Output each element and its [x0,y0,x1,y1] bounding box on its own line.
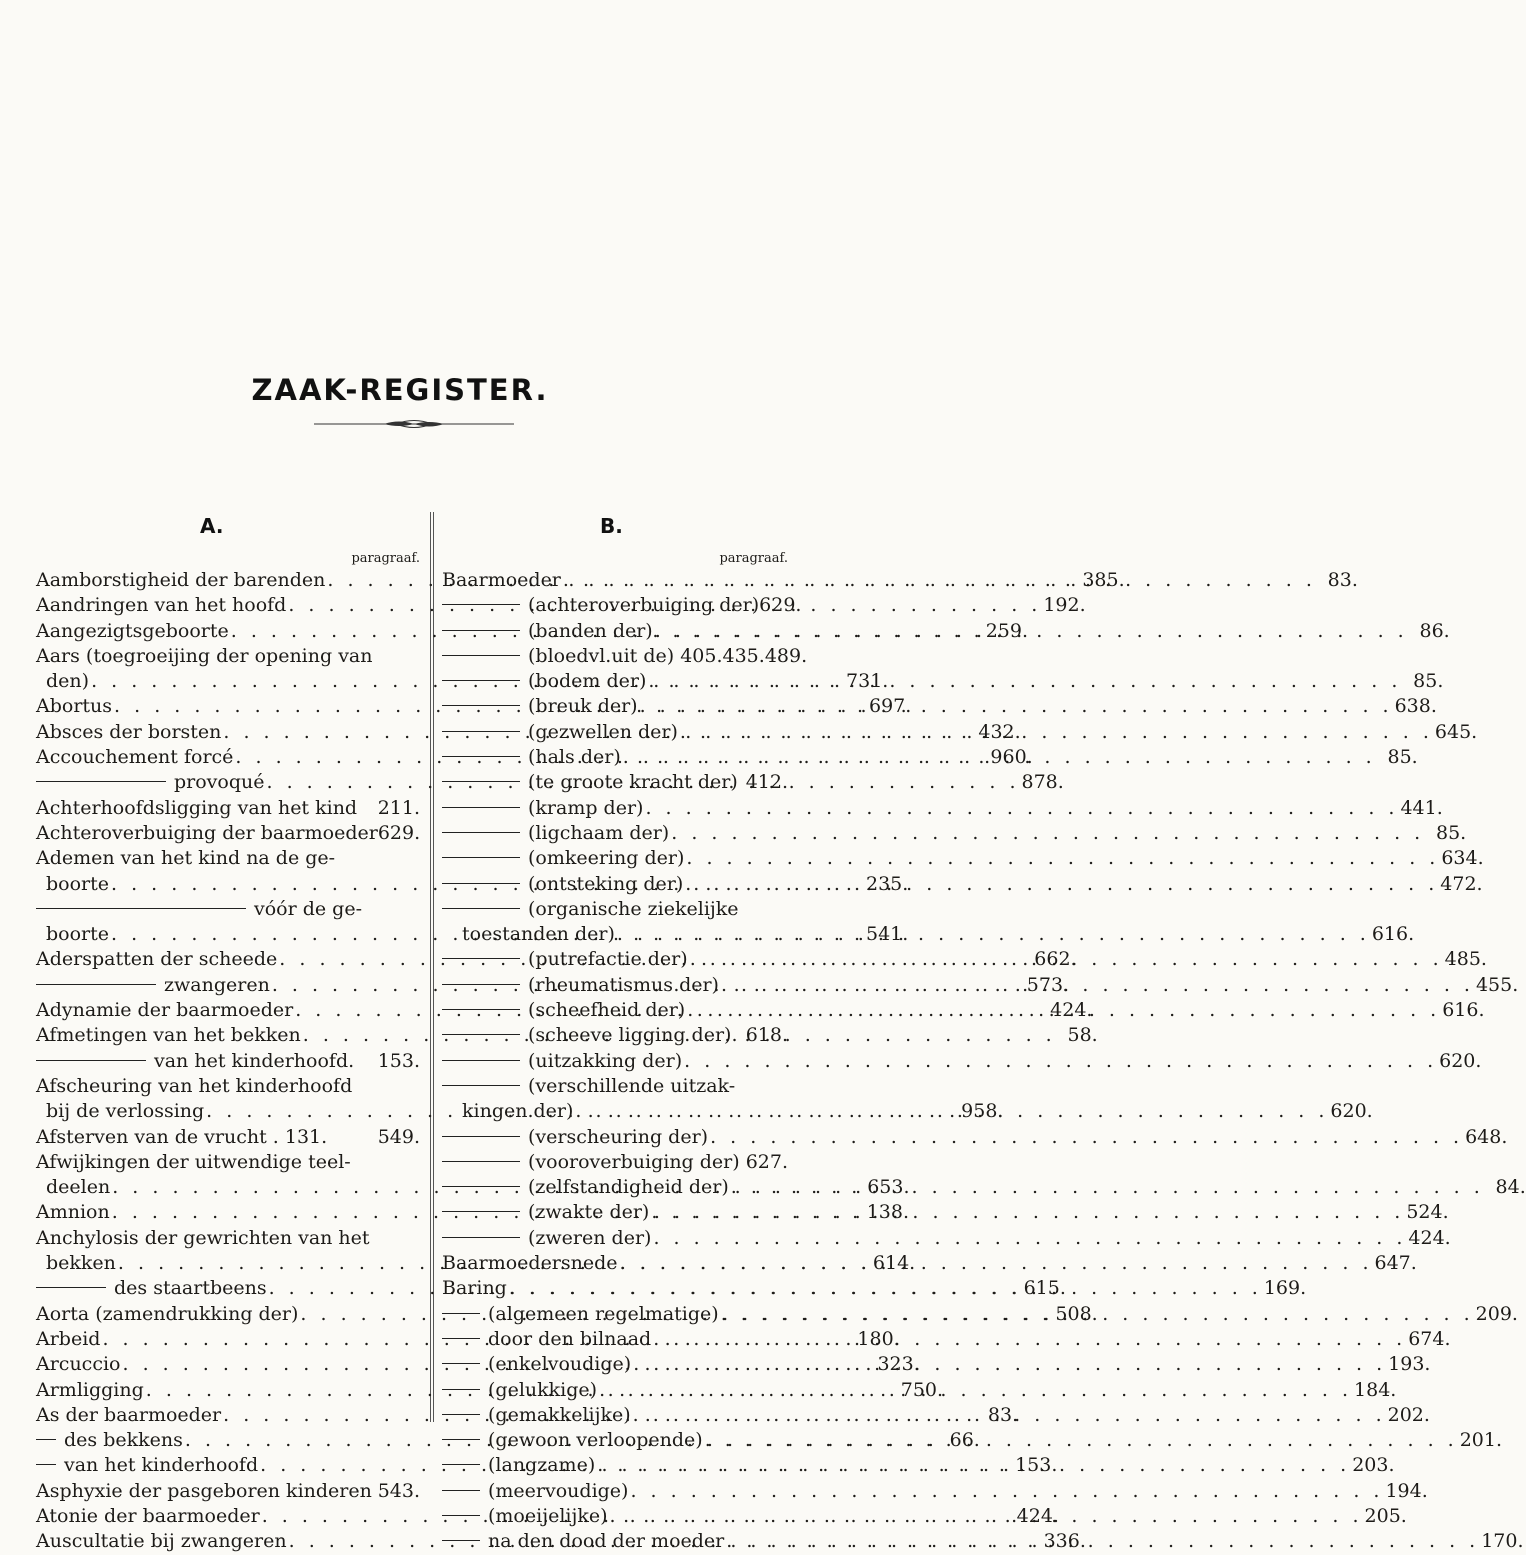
entry-paragraph-number: 202. [1387,1403,1430,1426]
dot-leader [575,1099,1328,1124]
entry-term: Aars (toegroeijing der opening van [36,644,373,667]
ditto-dash [36,781,166,782]
entry-paragraph-number: 138. [866,1201,910,1224]
entry-paragraph-number: 211. [377,796,420,819]
index-entry [442,1226,1451,1251]
paragraph-header-label: paragraaf. [351,551,420,566]
index-entry [36,1049,420,1074]
entry-paragraph-number: 424. [1408,1226,1451,1249]
entry-term: Afmetingen van het bekken [36,1024,301,1047]
entry-term: door den bilnaad [488,1327,652,1350]
entry-term: (organische ziekelijke [528,897,739,920]
entry-paragraph-number: 524. [1406,1201,1449,1224]
ditto-dash [36,984,156,985]
entry-term: Afscheuring van het kinderhoofd [36,1074,353,1097]
entry-paragraph-number: 201. [1459,1429,1502,1452]
paragraph-column-header [36,546,420,568]
entry-term: (te groote kracht der) [528,771,738,794]
entry-paragraph-number: 648. [1465,1125,1508,1148]
entry-term: Baarmoeder [442,569,561,591]
section-letter-a: A. [200,514,224,538]
entry-term: As der baarmoeder [36,1403,222,1426]
entry-paragraph-number: 209. [1475,1302,1518,1325]
entry-paragraph-number: 620. [1439,1049,1482,1072]
entry-term: (scheeve ligging der). [528,1024,738,1047]
dot-leader [653,1226,1406,1251]
entry-paragraph-number: 618. [745,1024,788,1047]
entry-paragraph-number: 731. [846,670,889,693]
index-entry [36,796,420,821]
index-entry [36,1074,420,1099]
entry-term: Afwijkingen der uitwendige teel- [36,1150,351,1173]
index-entry [36,821,420,846]
entry-paragraph-number: 573. [1026,973,1070,996]
dot-leader [684,1049,1437,1074]
entry-paragraph-number: 205. [1364,1504,1407,1527]
entry-paragraph-number: 86. [1419,619,1450,642]
entry-term: Amnion [36,1201,110,1224]
entry-paragraph-number: 412. [745,771,788,794]
entry-term: (kramp der) [528,796,644,819]
entry-term: (meervoudige) [488,1479,629,1502]
ditto-dash [442,680,520,681]
ornament-divider [314,418,514,430]
entry-term: deelen [46,1176,111,1199]
entry-term: (zelfstandigheid der) [528,1176,729,1199]
entry-paragraph-number: 645. [1434,720,1478,743]
ditto-dash [442,1186,520,1187]
index-entry [442,796,1443,821]
dot-leader [633,1403,1386,1428]
entry-term: (gewoon verloopende) [488,1429,703,1452]
entry-term: Aandringen van het hoofd [36,594,287,617]
dot-leader [509,1276,1262,1301]
entry-term: Asphyxie der pasgeboren kinderen [36,1479,372,1502]
entry-paragraph-number: 541. [865,923,909,946]
entry-term: des staartbeens [114,1277,267,1300]
entry-term: (scheefheid der) [528,999,686,1022]
dot-leader [651,1200,1404,1225]
dot-leader [610,1504,1363,1529]
entry-term: toestanden der) [462,923,615,946]
index-entry [442,1150,788,1175]
index-entry [442,846,1484,871]
ditto-dash [442,807,520,808]
entry-paragraph-number: 960. [990,746,1033,769]
index-entry [442,1074,788,1099]
entry-paragraph-number: 662. [1034,948,1077,971]
entry-term: Achteroverbuiging der baarmoeder [36,821,378,844]
entry-paragraph-number: 184. [1354,1378,1397,1401]
entry-term: Aorta (zamendrukking der) [36,1302,299,1325]
entry-paragraph-number: 614. [872,1252,916,1275]
entry-term: Baring [442,1277,507,1300]
index-entry [36,846,420,871]
entry-term: (omkeering der) [528,847,685,870]
index-entry [36,1125,420,1150]
entry-paragraph-number: 194. [1385,1479,1428,1502]
ditto-dash [442,832,520,833]
entry-paragraph-number: 549. [377,1125,420,1148]
ditto-dash [442,1034,520,1035]
entry-paragraph-number: 153. [1015,1454,1058,1477]
index-entry [442,821,1467,846]
ditto-dash [442,1009,520,1010]
entry-term: bij de verlossing [46,1100,205,1123]
entry-term: (moeijelijke) [488,1504,608,1527]
entry-term: (algemeen regelmatige) [488,1302,719,1325]
ditto-dash [442,1414,480,1415]
entry-term: provoqué [174,771,265,794]
entry-term: (zweren der) [528,1226,652,1249]
dot-leader [721,973,1474,998]
entry-paragraph-number: 489. [764,644,808,667]
entry-paragraph-number: 958. [961,1100,1004,1123]
entry-paragraph-number: 616. [1442,999,1485,1022]
entry-term: Accouchement forcé [36,746,234,769]
ditto-dash [442,1136,520,1137]
paragraph-header-label: paragraaf. [719,551,788,566]
dot-leader [710,1125,1463,1150]
entry-paragraph-number: 66. [949,1429,980,1452]
entry-term: Abortus [36,695,113,718]
entry-term: (uitzakking der) [528,1049,683,1072]
entry-paragraph-number: 638. [1394,695,1437,718]
index-entry [36,1150,420,1175]
dot-leader [671,821,1424,846]
entry-term: (achteroverbuiging der) [528,594,760,617]
entry-paragraph-number: 170. [1481,1530,1524,1553]
entry-paragraph-number: 180. [857,1327,900,1350]
entry-term: Adynamie der baarmoeder [36,999,294,1022]
dot-leader [653,1327,1406,1352]
entry-paragraph-number: 259. [985,619,1029,642]
ditto-dash [442,883,520,884]
ditto-dash [442,908,520,909]
entry-paragraph-number: 629. [377,821,421,844]
entry-term: (langzame) [488,1454,596,1477]
dot-leader [690,947,1443,972]
entry-term: Aderspatten der scheede [36,948,278,971]
entry-term: na den dood der moeder [488,1530,725,1553]
entry-term: (ontsteking der) [528,872,684,895]
section-letter-b: B. [600,514,623,538]
ditto-dash [442,1211,520,1212]
entry-paragraph-number: 85. [1435,821,1467,844]
entry-term: bekken [46,1252,116,1275]
dot-leader [655,619,1408,644]
entry-term: zwangeren [164,973,270,996]
dot-leader [705,1428,1458,1453]
ditto-dash [442,1085,520,1086]
entry-paragraph-number: 203. [1352,1454,1395,1477]
ditto-dash [442,1439,480,1440]
entry-paragraph-number: 616. [1371,923,1415,946]
entry-paragraph-number: 385. [1082,569,1125,591]
entry-paragraph-number: 629. [759,594,802,617]
entry-paragraph-number: 83. [1327,569,1358,591]
dot-leader [599,1378,1352,1403]
ditto-dash [442,781,520,782]
dot-leader [640,694,1393,719]
entry-paragraph-number: 615. [1023,1277,1066,1300]
dot-leader [648,669,1401,694]
entry-paragraph-number: 193. [1388,1353,1431,1376]
entry-term: Armligging [36,1378,144,1401]
entry-term: Arcuccio [36,1353,121,1376]
entry-term: (gemakkelijke) [488,1403,631,1426]
index-entry [442,1049,1482,1074]
entry-term: Arbeid [36,1327,101,1350]
entry-term: (enkelvoudige) [488,1353,632,1376]
index-entry [442,897,788,922]
entry-paragraph-number: 627. [745,1150,788,1173]
dot-leader [623,745,1376,770]
ditto-dash [442,731,520,732]
entry-term: van het kinderhoofd. [154,1049,355,1072]
dot-leader [617,922,1370,947]
entry-paragraph-number: 424. [1050,999,1093,1022]
entry-term: Aangezigtsgeboorte [36,619,229,642]
entry-paragraph-number: 424. [1016,1504,1059,1527]
entry-paragraph-number: 653. [867,1176,910,1199]
dot-leader [645,796,1398,821]
entry-term: Ademen van het kind na de ge- [36,847,336,870]
dot-leader [731,1175,1484,1200]
entry-paragraph-number: 441. [1400,796,1443,819]
ditto-dash [442,756,520,757]
entry-term: (putrefactie der) [528,948,688,971]
index-entry [442,593,802,618]
entry-paragraph-number: 323. [877,1353,920,1376]
index-entry [442,1125,1508,1150]
ditto-dash [36,1439,56,1440]
ditto-dash [442,958,520,959]
entry-term: (ligchaam der) [528,821,670,844]
ditto-dash [36,1464,56,1465]
ditto-dash [442,1338,480,1339]
entry-term: boorte [46,923,110,946]
ditto-dash [442,1515,480,1516]
entry-paragraph-number: 750. [900,1378,944,1401]
ditto-dash [442,705,520,706]
ditto-dash [442,1161,520,1162]
dot-leader [687,998,1440,1023]
entry-paragraph-number: 634. [1441,847,1484,870]
entry-term: Absces der borsten [36,720,222,743]
index-entry [442,770,788,795]
entry-term: des bekkens [64,1429,183,1452]
entry-term: (breuk der) [528,695,638,718]
ditto-dash [442,1490,480,1491]
entry-term: kingen der) [462,1100,574,1123]
entry-term: Afsterven van de vrucht . 131. [36,1125,328,1148]
entry-paragraph-number: 153. [377,1049,420,1072]
entry-paragraph-number: 235. [865,872,909,895]
entry-term: vóór de ge- [254,897,363,920]
entry-paragraph-number: 878. [1021,771,1064,794]
ditto-dash [442,1060,520,1061]
dot-leader [685,872,1438,897]
entry-paragraph-number: 432. [978,720,1021,743]
entry-term: (banden der) [528,619,653,642]
entry-term: (verschillende uitzak- [528,1074,736,1097]
dot-leader [620,1251,1373,1276]
index-entry [442,644,808,669]
dot-leader [563,568,1316,593]
paragraph-column-header [442,546,788,568]
entry-paragraph-number: 84. [1495,1176,1526,1199]
entry-paragraph-number: 674. [1408,1327,1451,1350]
entry-term: Aamborstigheid der barenden [36,569,326,591]
dot-leader [726,1529,1479,1554]
entry-term: Baarmoedersnede [442,1252,618,1275]
entry-term: Anchylosis der gewrichten van het [36,1226,370,1249]
entry-paragraph-number: 455. [1475,973,1519,996]
entry-paragraph-number: 85. [1413,670,1444,693]
entry-term: (gezwellen der) [528,720,678,743]
entry-term: (bodem der) [528,670,647,693]
ditto-dash [442,1540,480,1541]
dot-leader [633,1352,1386,1377]
index-entry [36,897,420,922]
entry-paragraph-number: 620. [1330,1100,1373,1123]
page-title: ZAAK-REGISTER. [251,373,549,407]
entry-term: (rheumatismus der) [528,973,719,996]
entry-paragraph-number: 472. [1440,872,1483,895]
entry-paragraph-number: 85. [1387,746,1418,769]
index-entry [36,1226,420,1251]
entry-paragraph-number: 508. [1055,1302,1098,1325]
entry-term: Atonie der baarmoeder [36,1504,260,1527]
entry-paragraph-number: 83. [987,1403,1019,1426]
entry-term: (vooroverbuiging der) [528,1150,740,1173]
ditto-dash [442,655,520,656]
index-entry [442,1023,788,1048]
ditto-dash [442,1464,480,1465]
entry-term: (verscheuring der) [528,1125,709,1148]
dot-leader [721,1302,1474,1327]
index-entry [36,644,420,669]
entry-paragraph-number: 543. [377,1479,420,1502]
entry-term: Auscultatie bij zwangeren [36,1530,287,1553]
ditto-dash [36,1060,146,1061]
index-entry [442,1479,1428,1504]
ditto-dash [442,604,520,605]
ditto-dash [442,1363,480,1364]
entry-term: van het kinderhoofd [64,1454,259,1477]
dot-leader [686,846,1439,871]
entry-paragraph-number: 169. [1263,1277,1307,1300]
entry-term: (zwakte der) [528,1201,650,1224]
ditto-dash [442,630,520,631]
ditto-dash [36,908,246,909]
entry-term: (gelukkige) [488,1378,598,1401]
ditto-dash [442,857,520,858]
entry-term: den) [46,670,90,693]
dot-leader [680,720,1433,745]
entry-paragraph-number: 336. [1043,1530,1086,1553]
ditto-dash [442,984,520,985]
ditto-dash [442,1237,520,1238]
entry-paragraph-number: 58. [1067,1024,1098,1047]
ditto-dash [442,1389,480,1390]
entry-paragraph-number: 485. [1444,948,1487,971]
entry-term: (hals der) [528,746,621,769]
dot-leader [630,1479,1383,1504]
entry-term: Achterhoofdsligging van het kind [36,796,358,819]
entry-term: (bloedvl.uit de) 405.435. [528,644,765,667]
entry-paragraph-number: 192. [1043,594,1086,617]
entry-term: boorte [46,872,110,895]
index-entry [36,1479,420,1504]
entry-paragraph-number: 647. [1374,1252,1417,1275]
dot-leader [597,1453,1350,1478]
ditto-dash [36,1287,106,1288]
ditto-dash [442,1313,480,1314]
entry-paragraph-number: 697. [869,695,912,718]
